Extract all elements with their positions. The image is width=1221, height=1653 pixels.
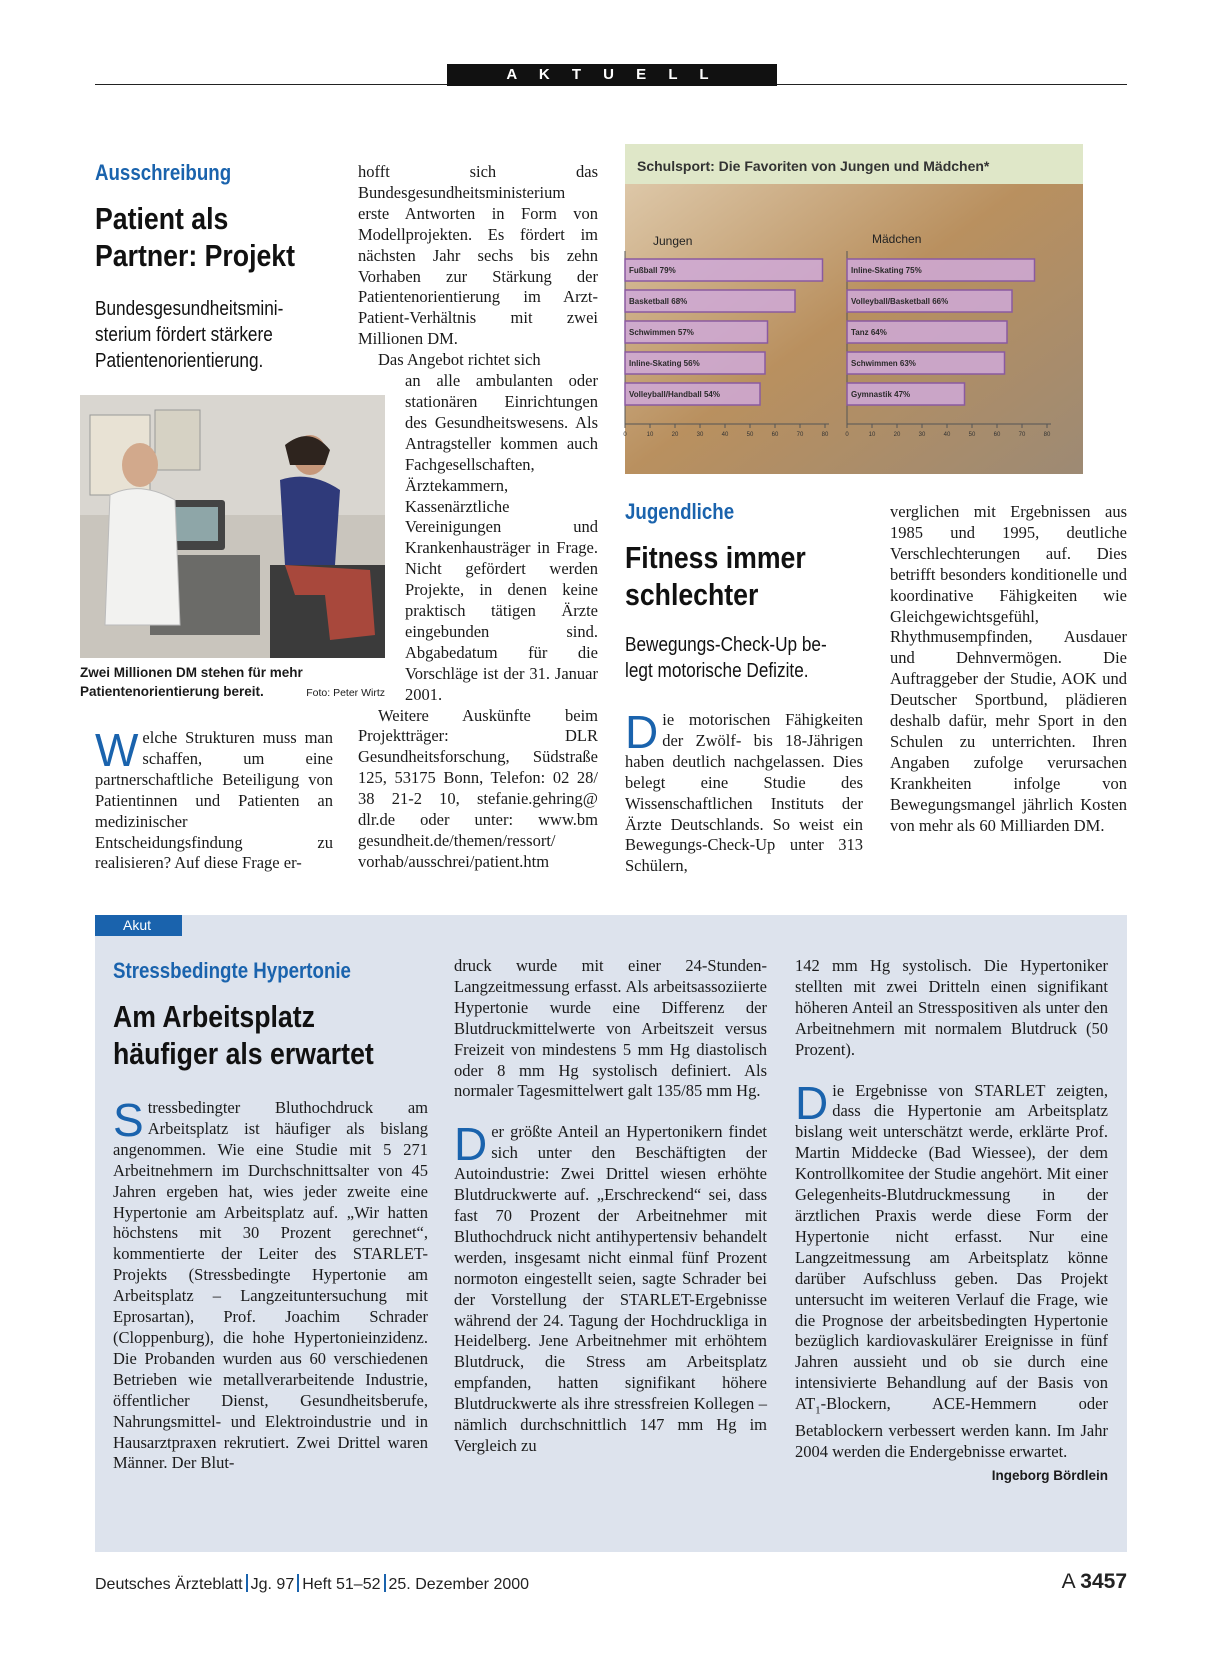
- headline-line: Patient als: [95, 201, 229, 236]
- paragraph: druck wurde mit einer 24-Stunden-Langzeitmessung erfasst. Als arbeitsassoziierte Hypertonie wurde eine Differenz der Blutdruckmittelwerte von Arbeitszeit versus Freizeit von mindestens 5 mm Hg diastolisch oder 8 mm Hg systolisch definiert. Als normaler Tagesmittelwert galt 135/85 mm Hg.: [454, 956, 767, 1101]
- article2-deck: [625, 632, 827, 684]
- date: 25. Dezember 2000: [388, 1576, 530, 1593]
- paragraph: Das Angebot richtet sich: [378, 350, 541, 370]
- caption-text: Zwei Millionen DM stehen für mehr Patientenorientierung bereit.: [80, 665, 303, 699]
- article1-column2: [358, 162, 598, 873]
- bar-label: Schwimmen 57%: [629, 328, 694, 337]
- issue: Heft 51–52: [302, 1576, 381, 1593]
- article1-column1: [95, 724, 333, 874]
- body-text: ie Ergebnisse von STARLET zeigten, dass die Hypertonie am Arbeitsplatz bislang weit unterschätzt werde, erklärte Prof. Martin Middecke (Bad Wiessee), der dem Kontrollkomitee der Studie angehört. Mit einer Gelegenheits-Blutdruckmessung in der ärztlichen Praxis werde diese Form der Hypertonie nicht erfasst. Nur eine Langzeitmessung am Arbeitsplatz könne darüber Aufschluss geben. Das Projekt untersucht im weiteren Verlauf die Frage, wie die Prognose der arbeitsbedingten Hypertonie bezüglich kardiovaskulärer Ereignisse in fünf Jahren aussieht und ob sie durch eine intensivierte Behandlung auf der Basis von AT: [795, 1080, 1108, 1414]
- article2-column2: [890, 502, 1127, 837]
- dropcap: D: [625, 706, 659, 758]
- x-tick-label: 20: [671, 432, 679, 438]
- article1-kicker: Ausschreibung: [95, 160, 232, 185]
- x-tick-label: 60: [993, 432, 1001, 438]
- headline-line: schlechter: [625, 577, 759, 612]
- x-tick-label: 10: [646, 432, 654, 438]
- footer-left: [95, 1574, 529, 1594]
- deck-line: Patientenorientierung.: [95, 350, 264, 372]
- x-tick-label: 10: [868, 432, 876, 438]
- article3-column3: [795, 956, 1108, 1487]
- x-tick-label: 40: [943, 432, 951, 438]
- article2-column1: [625, 706, 863, 877]
- article3-headline: [113, 998, 374, 1072]
- page-prefix: A: [1061, 1570, 1075, 1593]
- article3-column1: [113, 1094, 428, 1474]
- x-tick-label: 80: [821, 432, 829, 438]
- separator: [246, 1574, 248, 1592]
- body-text: ie motorischen Fähigkeiten der Zwölf- bis 18-Jährigen haben deutlich nachgelassen. Dies belegt eine Studie des Wissenschaftlichen Instituts der Ärzte Deutschlands. So weist ein Bewegungs-Check-Up unter 313 Schülern,: [625, 710, 863, 876]
- volume: Jg. 97: [250, 1576, 295, 1593]
- x-tick-label: 0: [845, 432, 849, 438]
- subscript: 1: [815, 1404, 821, 1417]
- x-tick-label: 60: [771, 432, 779, 438]
- article3-column2: [454, 956, 767, 1457]
- article2-headline: [625, 539, 806, 613]
- article1-deck: [95, 296, 283, 374]
- bar-label: Tanz 64%: [851, 328, 887, 337]
- separator: [384, 1574, 386, 1592]
- paragraph: 142 mm Hg systolisch. Die Hypertoniker stellten mit zwei Dritteln einen signifikant höheren Anteil an Stresspositiven als unter den Arbeitnehmern mit normalem Blutdruck (50 Prozent).: [795, 956, 1108, 1059]
- x-tick-label: 70: [796, 432, 804, 438]
- headline-line: Partner: Projekt: [95, 238, 296, 273]
- article2-kicker: Jugendliche: [625, 499, 735, 524]
- body-text: elche Strukturen muss man schaffen, um eine partnerschaftliche Beteiligung von Patientinnen und Patienten an medizinischer Entscheidungsfindung zu realisieren? Auf diese Frage er-: [95, 728, 333, 873]
- body-text: -Blockern, ACE-Hemmern oder Betablockern verbessert werden kann. Im Jahr 2004 werden die Endergebnisse erwartet.: [795, 1394, 1108, 1462]
- deck-line: sterium fördert stärkere: [95, 324, 273, 346]
- schulsport-chart: [625, 144, 1083, 474]
- x-tick-label: 20: [893, 432, 901, 438]
- panel-name-jungen: Jungen: [653, 234, 693, 248]
- journal-name: Deutsches Ärzteblatt: [95, 1576, 243, 1593]
- paragraph: [454, 1118, 767, 1457]
- dropcap: W: [95, 724, 139, 776]
- photo-credit: Foto: Peter Wirtz: [306, 687, 385, 699]
- bar-label: Inline-Skating 56%: [629, 359, 700, 368]
- bar-label: Basketball 68%: [629, 297, 688, 306]
- bar-label: Inline-Skating 75%: [851, 266, 922, 275]
- x-tick-label: 40: [721, 432, 729, 438]
- headline-line: Am Arbeitsplatz: [113, 999, 315, 1034]
- article1-caption: [80, 663, 385, 703]
- article3-kicker: Stressbedingte Hypertonie: [113, 958, 351, 983]
- akut-tag: Akut: [95, 915, 182, 936]
- article1-headline: [95, 200, 295, 274]
- bar-label: Volleyball/Basketball 66%: [851, 297, 949, 306]
- x-tick-label: 30: [918, 432, 926, 438]
- section-tag: A K T U E L L: [447, 64, 777, 86]
- x-tick-label: 0: [623, 432, 627, 438]
- headline-line: häufiger als erwartet: [113, 1036, 374, 1071]
- x-tick-label: 70: [1018, 432, 1026, 438]
- paragraph: verglichen mit Ergebnissen aus 1985 und 1995, deutliche Verschlechterungen auf. Dies betrifft besonders konditionelle und koordinative Fähigkeiten wie Gleichgewichtsgefühl, Rhythmusempfinden, Ausdauer und Dehnvermögen. Die Auftraggeber der Studie, AOK und Deutscher Sportbund, plädieren deshalb dafür, mehr Sport in den Schulen zu unterrichten. Ihren Angaben zufolge verursachen Krankheiten infolge von Bewegungsmangel jährlich Kosten von mehr als 60 Milliarden DM.: [890, 502, 1127, 835]
- deck-line: Bundesgesundheitsmini-: [95, 298, 284, 320]
- page-number: 3457: [1080, 1570, 1127, 1593]
- chart-title: Schulsport: Die Favoriten von Jungen und Mädchen*: [637, 158, 990, 174]
- bar-label: Volleyball/Handball 54%: [629, 390, 720, 399]
- dropcap: S: [113, 1094, 144, 1146]
- deck-line: legt motorische Defizite.: [625, 660, 809, 682]
- paragraph: Weitere Auskünfte beim Projektträger: DLR Gesundheitsforschung, Südstraße 125, 53175 Bonn, Telefon: 02 28/ 38 21-2 10, stefanie.gehring@ dlr.de oder unter: www.bm gesundheit.de/themen/ressort/ vorhab/ausschrei/patient.htm: [358, 705, 598, 871]
- bar-label: Fußball 79%: [629, 266, 676, 275]
- panel-name-maedchen: Mädchen: [872, 232, 922, 246]
- x-tick-label: 80: [1043, 432, 1051, 438]
- dropcap: D: [795, 1076, 829, 1129]
- bar-label: Schwimmen 63%: [851, 359, 916, 368]
- author: Ingeborg Bördlein: [991, 1468, 1108, 1484]
- paragraph: hofft sich das Bundesgesundheitsministerium erste Antworten in Form von Modellprojekten. Es fördert im nächsten Jahr sechs bis zehn Vorhaben zur Stärkung der Patientenorientierung im Arzt-Patient-Verhältnis mit zwei Millionen DM.: [358, 162, 598, 349]
- article1-photo: [80, 395, 385, 658]
- paragraph: [795, 1076, 1108, 1484]
- x-tick-label: 50: [746, 432, 754, 438]
- separator: [297, 1574, 299, 1592]
- x-tick-label: 30: [696, 432, 704, 438]
- headline-line: Fitness immer: [625, 540, 806, 575]
- dropcap: D: [454, 1118, 488, 1171]
- body-text: tressbedingter Bluthochdruck am Arbeitsplatz ist häufiger als bislang angenommen. Wie eine Studie mit 5 271 Arbeitnehmern im Durchschnittsalter von 45 Jahren ergeben hat, wies jeder zweite eine Hypertonie am Arbeitsplatz auf. „Wir hatten höchstens mit 30 Prozent gerechnet“, kommentierte der Leiter des STARLET-Projekts (Stressbedingte Hypertonie am Arbeitsplatz – Langzeituntersuchung mit Eprosartan), Prof. Joachim Schrader (Cloppenburg), die hohe Hypertonieinzidenz. Die Probanden wurden aus 60 verschiedenen Betrieben wie metallverarbeitende Industrie, öffentlicher Dienst, Gesundheitsberufe, Nahrungsmittel- und Elektroindustrie und in Hausarztpraxen rekrutiert. Zwei Drittel waren Männer. Der Blut-: [113, 1098, 428, 1473]
- deck-line: Bewegungs-Check-Up be-: [625, 634, 827, 656]
- bar-label: Gymnastik 47%: [851, 390, 911, 399]
- paragraph: an alle ambulanten oder stationären Einrichtungen des Gesundheitswesens. Als Antragsteller kommen auch Fachgesellschaften, Ärztekammern, Kassenärztliche Vereinigungen und Krankenhausträger in Frage. Nicht gefördert werden Projekte, in denen keine praktisch tätigen Ärzte eingebunden sind. Abgabedatum für die Vorschläge ist der 31. Januar 2001.: [405, 371, 598, 704]
- footer-page: [1062, 1570, 1127, 1594]
- x-tick-label: 50: [968, 432, 976, 438]
- body-text: er größte Anteil an Hypertonikern findet sich unter den Beschäftigten der Autoindustrie: Zwei Drittel wiesen erhöhte Blutdruckwerte auf. „Erschreckend“ sei, dass fast 70 Prozent der Arbeitnehmer mit Bluthochdruck nicht antihypertensiv behandelt werden, insgesamt nicht einmal fünf Prozent normoton eingestellt seien, sagte Schrader bei der Vorstellung der STARLET-Ergebnisse während der 24. Tagung der Hochdruckliga in Heidelberg. Jene Arbeitnehmer mit erhöhtem Blutdruck, die Stress am Arbeitsplatz empfanden, hatten signifikant höhere Blutdruckwerte als ihre stressfreien Kollegen – nämlich durchschnittlich 147 mm Hg im Vergleich zu: [454, 1122, 767, 1455]
